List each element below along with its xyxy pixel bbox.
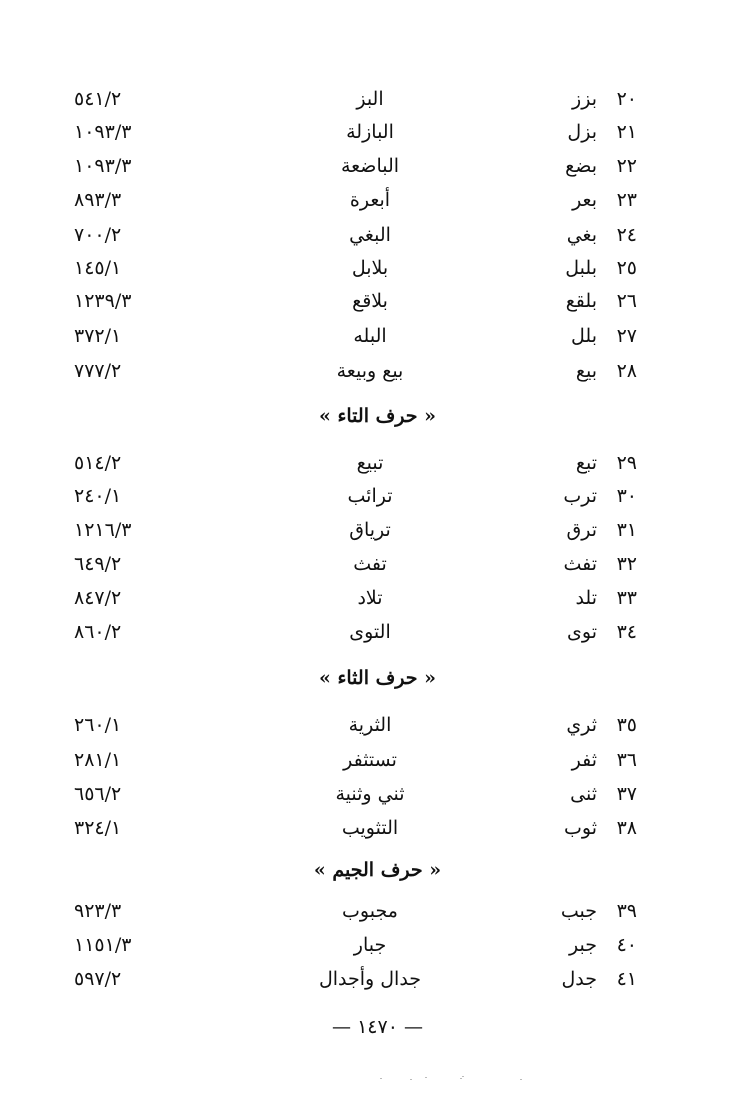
entry-root: بزل [567,121,597,143]
entry-row [0,930,755,960]
entry-reference: ٢٦٠/١ [74,714,122,736]
entry-number: ٢٦ [616,290,637,312]
entry-reference: ١٢٣٩/٣ [74,290,132,312]
entry-number: ٣٣ [616,587,637,609]
entry-number: ٣٢ [616,553,637,575]
entry-row [0,117,755,147]
entry-number: ٢٣ [616,189,637,211]
entry-row [0,896,755,926]
entry-reference: ٨٩٣/٣ [74,189,122,211]
entry-root: ثوب [564,817,597,839]
entry-word: البله [353,325,387,347]
entry-root: تبع [575,452,597,474]
entry-number: ٤١ [616,968,637,990]
entry-reference: ٩٢٣/٣ [74,900,122,922]
entry-root: بلل [571,325,597,347]
section-heading: « حرف الثاء » [318,667,437,689]
entry-word: ترياق [349,519,391,541]
entry-word: التثويب [341,817,399,839]
entry-word: بلاقع [352,290,388,312]
entry-row [0,151,755,181]
entry-root: بلقع [565,290,597,312]
section-heading: « حرف الجيم » [313,859,442,881]
entry-root: بضع [565,155,597,177]
entry-reference: ٢٤٠/١ [74,485,122,507]
entry-reference: ٨٤٧/٢ [74,587,122,609]
entry-word: الباضعة [340,155,400,177]
entry-root: جبر [569,934,597,956]
entry-word: جبار [353,934,387,956]
entry-number: ٣٩ [616,900,637,922]
entry-number: ٣٦ [616,749,637,771]
entry-word: تبيع [356,452,384,474]
entry-reference: ٧٧٧/٢ [74,360,122,382]
entry-row [0,745,755,775]
entry-reference: ٦٤٩/٢ [74,553,122,575]
entry-number: ٢٧ [616,325,637,347]
entry-row [0,515,755,545]
entry-root: بيع [575,360,597,382]
entry-number: ٣٤ [616,621,637,643]
entry-word: البز [356,88,384,110]
entry-root: بزز [572,88,597,110]
entry-reference: ٣٧٢/١ [74,325,122,347]
entry-reference: ١٠٩٣/٣ [74,155,132,177]
entry-root: تفث [563,553,597,575]
entry-root: ثفر [571,749,597,771]
entry-row [0,253,755,283]
entry-word: البازلة [346,121,394,143]
entry-word: مجبوب [342,900,398,922]
entry-word: أبعرة [349,189,391,211]
entry-row [0,481,755,511]
entry-root: بغي [566,224,597,246]
entry-number: ٢٠ [616,88,637,110]
entry-root: تلد [575,587,597,609]
entry-number: ٣٠ [616,485,637,507]
entry-word: تستثفر [343,749,397,771]
entry-number: ٢١ [616,121,637,143]
entry-row [0,583,755,613]
entry-row [0,448,755,478]
entry-row [0,286,755,316]
entry-number: ٢٩ [616,452,637,474]
entry-row [0,84,755,114]
entry-reference: ٥٩٧/٢ [74,968,122,990]
entry-root: ثري [566,714,597,736]
entry-word: التوى [349,621,391,643]
entry-word: بلابل [351,257,389,279]
entry-number: ٣٥ [616,714,637,736]
entry-root: ترق [566,519,597,541]
entry-row [0,779,755,809]
entry-root: بلبل [565,257,597,279]
entry-row [0,964,755,994]
entry-row [0,356,755,386]
entry-row [0,710,755,740]
entry-root: بعر [572,189,597,211]
entry-number: ٣١ [616,519,637,541]
entry-word: جدال وأجدال [318,968,422,990]
entry-reference: ٣٢٤/١ [74,817,122,839]
entry-root: جدل [561,968,597,990]
entry-word: ثني وثنية [335,783,405,805]
entry-number: ٢٤ [616,224,637,246]
entry-root: توى [567,621,597,643]
entry-number: ٢٨ [616,360,637,382]
entry-row [0,617,755,647]
entry-row [0,813,755,843]
entry-row [0,549,755,579]
entry-reference: ٧٠٠/٢ [74,224,122,246]
entry-word: بيع وبيعة [336,360,404,382]
entry-word: ترائب [347,485,393,507]
entry-word: الثرية [348,714,392,736]
entry-reference: ١١٥١/٣ [74,934,132,956]
entry-row [0,220,755,250]
entry-number: ٤٠ [616,934,637,956]
entry-reference: ٨٦٠/٢ [74,621,122,643]
entry-reference: ٢٨١/١ [74,749,122,771]
entry-reference: ٦٥٦/٢ [74,783,122,805]
entry-word: تفث [353,553,387,575]
entry-row [0,185,755,215]
entry-root: جبب [560,900,597,922]
entry-number: ٣٨ [616,817,637,839]
entry-reference: ٥٤١/٢ [74,88,122,110]
entry-reference: ١٤٥/١ [74,257,122,279]
page-number: — ١٤٧٠ — [332,1016,423,1038]
entry-reference: ١٠٩٣/٣ [74,121,132,143]
entry-number: ٢٢ [616,155,637,177]
section-heading: « حرف التاء » [318,405,437,427]
entry-word: البغي [349,224,391,246]
entry-number: ٢٥ [616,257,637,279]
scan-specks [380,1076,580,1082]
entry-reference: ١٢١٦/٣ [74,519,132,541]
entry-row [0,321,755,351]
entry-number: ٣٧ [616,783,637,805]
entry-reference: ٥١٤/٢ [74,452,122,474]
entry-root: ثنى [570,783,597,805]
entry-root: ترب [563,485,597,507]
entry-word: تلاد [357,587,383,609]
